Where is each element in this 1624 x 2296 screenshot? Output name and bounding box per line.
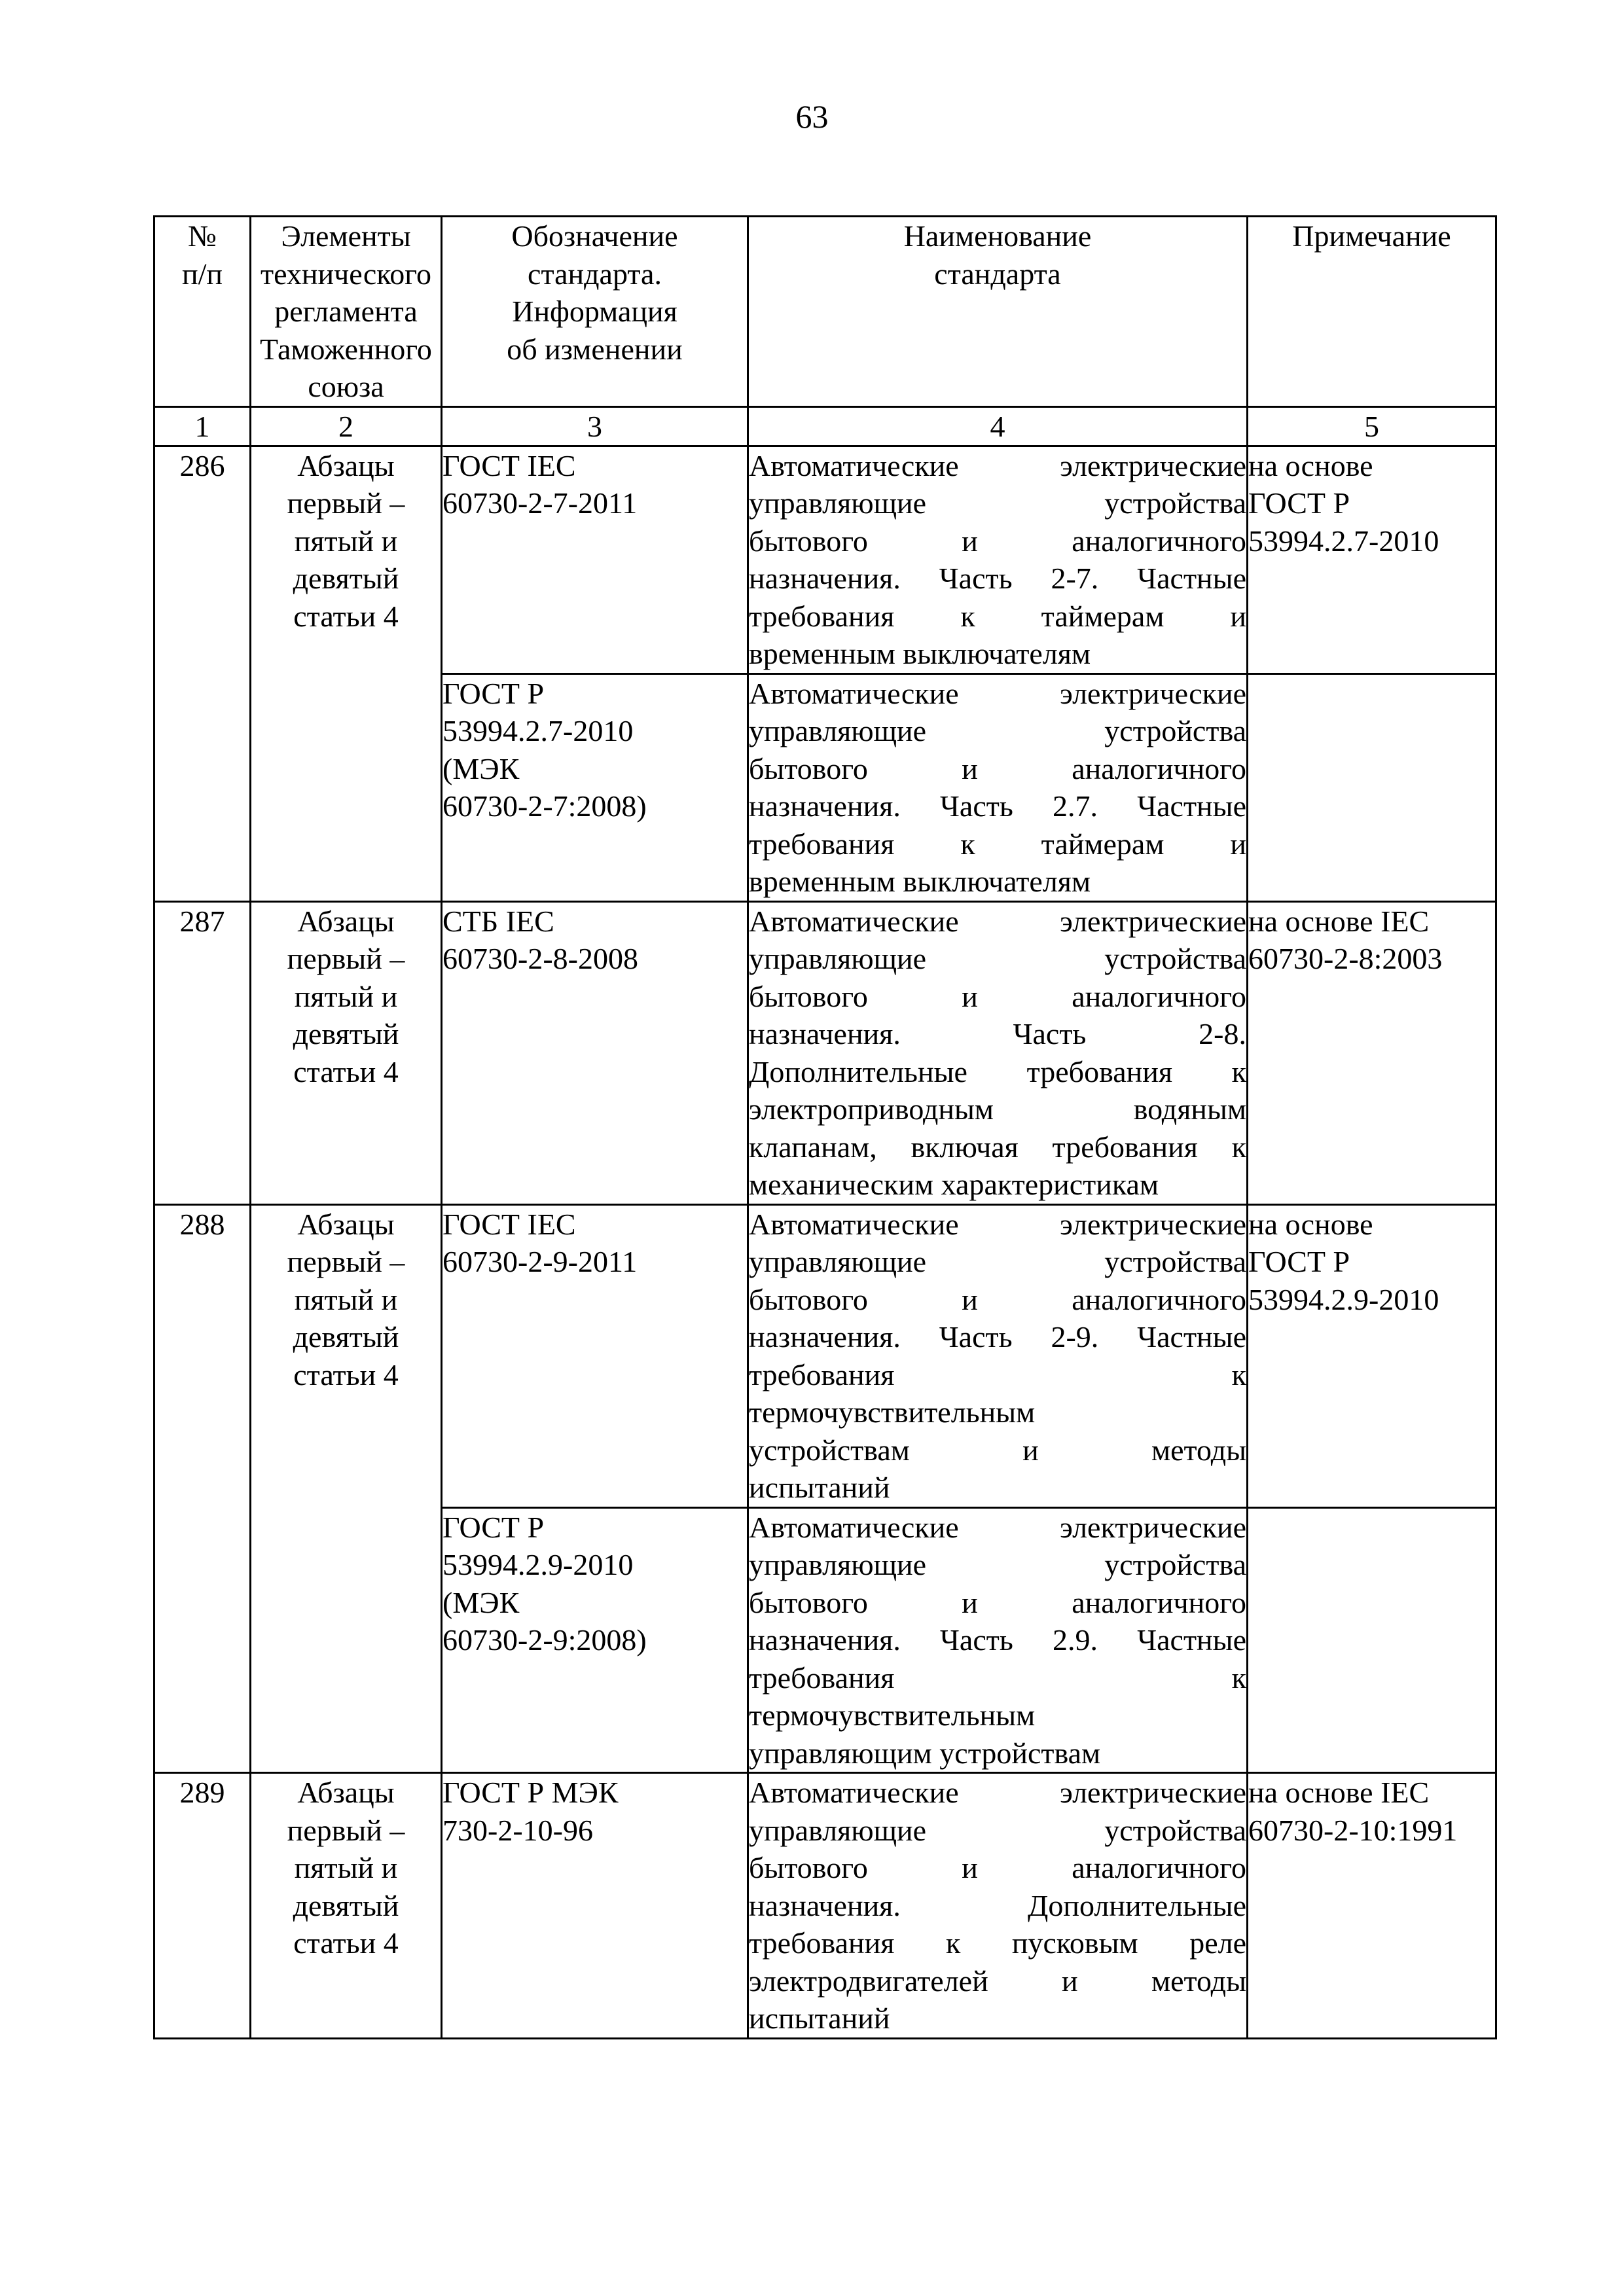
row-number: 288 bbox=[154, 1204, 251, 1773]
cell-line: назначения. Часть 2-7. Частные bbox=[749, 562, 1246, 595]
header-line: Обозначение bbox=[511, 219, 678, 253]
cell-line: бытового и аналогичного bbox=[749, 524, 1246, 558]
cell-line: термочувствительным bbox=[749, 1698, 1036, 1732]
cell-line: пятый и bbox=[294, 1282, 398, 1316]
header-element bbox=[251, 217, 442, 407]
cell-line: управляющие устройства bbox=[749, 486, 1246, 520]
standard-note bbox=[1248, 446, 1496, 673]
table-row bbox=[154, 1773, 1496, 2039]
regulation-element bbox=[251, 446, 442, 901]
cell-line: первый – bbox=[287, 1245, 405, 1278]
standard-designation bbox=[442, 446, 748, 673]
header-line: технического bbox=[261, 257, 431, 291]
cell-line: требования к пусковым реле bbox=[749, 1926, 1246, 1960]
cell-line: 730-2-10-96 bbox=[442, 1813, 593, 1847]
cell-line: на основе bbox=[1248, 448, 1373, 482]
table-header bbox=[154, 217, 1496, 446]
cell-line: управляющие устройства bbox=[749, 1813, 1246, 1847]
cell-line: ГОСТ Р bbox=[1248, 1245, 1350, 1278]
header-designation bbox=[442, 217, 748, 407]
header-line: Элементы bbox=[281, 219, 411, 253]
cell-line: 53994.2.7-2010 bbox=[1248, 524, 1439, 558]
cell-line: бытового и аналогичного bbox=[749, 1282, 1246, 1316]
cell-line: 60730-2-9:2008) bbox=[442, 1623, 647, 1657]
cell-line: статьи 4 bbox=[293, 1357, 399, 1391]
standard-designation bbox=[442, 1204, 748, 1507]
cell-line: клапанам, включая требования к bbox=[749, 1130, 1246, 1164]
cell-line: Автоматические электрические bbox=[749, 1510, 1246, 1544]
row-number: 286 bbox=[154, 446, 251, 901]
cell-line: 53994.2.7-2010 bbox=[442, 714, 634, 747]
cell-line: бытового и аналогичного bbox=[749, 1851, 1246, 1884]
cell-line: первый – bbox=[287, 942, 405, 975]
table-row bbox=[154, 1204, 1496, 1507]
table-row bbox=[154, 901, 1496, 1204]
cell-line: управляющие устройства bbox=[749, 1548, 1246, 1581]
cell-line: 60730-2-10:1991 bbox=[1248, 1813, 1458, 1847]
cell-line: (МЭК bbox=[442, 751, 520, 785]
column-number: 4 bbox=[748, 406, 1248, 446]
cell-line: 60730-2-7-2011 bbox=[442, 486, 638, 520]
cell-line: пятый и bbox=[294, 524, 398, 558]
header-line: Таможенного bbox=[260, 332, 432, 366]
cell-line: ГОСТ Р bbox=[442, 676, 545, 710]
cell-line: испытаний bbox=[749, 2001, 890, 2035]
cell-line: устройствам и методы bbox=[749, 1433, 1246, 1467]
cell-line: назначения. Часть 2-9. Частные bbox=[749, 1320, 1246, 1354]
cell-line: назначения. Часть 2.9. Частные bbox=[749, 1623, 1246, 1657]
cell-line: Абзацы bbox=[297, 904, 395, 938]
cell-line: первый – bbox=[287, 1813, 405, 1847]
cell-line: бытового и аналогичного bbox=[749, 1585, 1246, 1619]
regulation-element bbox=[251, 1773, 442, 2039]
cell-line: назначения. Часть 2.7. Частные bbox=[749, 789, 1246, 823]
cell-line: СТБ IEC bbox=[442, 904, 554, 938]
cell-line: на основе IEC bbox=[1248, 904, 1430, 938]
standard-designation bbox=[442, 673, 748, 901]
cell-line: Абзацы bbox=[297, 448, 395, 482]
standard-name bbox=[748, 673, 1248, 901]
standards-table bbox=[153, 215, 1497, 2039]
cell-line: девятый bbox=[293, 1017, 399, 1050]
regulation-element bbox=[251, 901, 442, 1204]
cell-line: 60730-2-7:2008) bbox=[442, 789, 647, 823]
cell-line: бытового и аналогичного bbox=[749, 751, 1246, 785]
cell-line: ГОСТ IEC bbox=[442, 448, 576, 482]
standard-designation bbox=[442, 901, 748, 1204]
column-number: 5 bbox=[1248, 406, 1496, 446]
table-row bbox=[154, 446, 1496, 673]
cell-line: испытаний bbox=[749, 1471, 890, 1504]
cell-line: временным выключателям bbox=[749, 865, 1091, 898]
cell-line: электроприводным водяным bbox=[749, 1092, 1246, 1126]
cell-line: Автоматические электрические bbox=[749, 1776, 1246, 1809]
cell-line: управляющие устройства bbox=[749, 942, 1246, 975]
cell-line: управляющие устройства bbox=[749, 1245, 1246, 1278]
cell-line: пятый и bbox=[294, 1851, 398, 1884]
column-number: 2 bbox=[251, 406, 442, 446]
column-number: 3 bbox=[442, 406, 748, 446]
cell-line: первый – bbox=[287, 486, 405, 520]
header-number bbox=[154, 217, 251, 407]
cell-line: Абзацы bbox=[297, 1207, 395, 1241]
header-line: об изменении bbox=[507, 332, 683, 366]
cell-line: электродвигателей и методы bbox=[749, 1964, 1246, 1998]
header-note bbox=[1248, 217, 1496, 407]
cell-line: Автоматические электрические bbox=[749, 448, 1246, 482]
column-number-row bbox=[154, 406, 1496, 446]
cell-line: 60730-2-8:2003 bbox=[1248, 942, 1443, 975]
standard-name bbox=[748, 1507, 1248, 1773]
cell-line: пятый и bbox=[294, 979, 398, 1013]
standard-name bbox=[748, 446, 1248, 673]
row-number: 289 bbox=[154, 1773, 251, 2039]
cell-line: временным выключателям bbox=[749, 637, 1091, 670]
header-line: стандарта. bbox=[528, 257, 662, 291]
page-number: 63 bbox=[795, 98, 829, 135]
row-number: 287 bbox=[154, 901, 251, 1204]
standard-designation bbox=[442, 1507, 748, 1773]
cell-line: бытового и аналогичного bbox=[749, 979, 1246, 1013]
cell-line: механическим характеристикам bbox=[749, 1168, 1159, 1201]
header-line: Наименование bbox=[903, 219, 1092, 253]
standard-note bbox=[1248, 1773, 1496, 2039]
cell-line: статьи 4 bbox=[293, 1926, 399, 1960]
cell-line: требования к таймерам и bbox=[749, 599, 1246, 633]
cell-line: (МЭК bbox=[442, 1585, 520, 1619]
cell-line: статьи 4 bbox=[293, 599, 399, 633]
cell-line: Дополнительные требования к bbox=[749, 1054, 1246, 1088]
cell-line: требования к bbox=[749, 1660, 1246, 1695]
header-line: Информация bbox=[512, 295, 677, 328]
standard-name bbox=[748, 901, 1248, 1204]
header-line: стандарта bbox=[934, 257, 1061, 291]
cell-line: девятый bbox=[293, 1320, 399, 1354]
standard-name bbox=[748, 1204, 1248, 1507]
header-line: № bbox=[188, 219, 217, 253]
cell-line: Автоматические электрические bbox=[749, 676, 1246, 710]
cell-line: на основе bbox=[1248, 1207, 1373, 1241]
standard-note bbox=[1248, 673, 1496, 901]
cell-line: назначения. Часть 2-8. bbox=[749, 1017, 1246, 1050]
cell-line: статьи 4 bbox=[293, 1054, 399, 1088]
standard-name bbox=[748, 1773, 1248, 2039]
cell-line: Автоматические электрические bbox=[749, 904, 1246, 938]
standard-note bbox=[1248, 1507, 1496, 1773]
standard-designation bbox=[442, 1773, 748, 2039]
cell-line: ГОСТ Р МЭК bbox=[442, 1776, 619, 1809]
column-number: 1 bbox=[154, 406, 251, 446]
cell-line: Абзацы bbox=[297, 1776, 395, 1809]
cell-line: 53994.2.9-2010 bbox=[1248, 1282, 1439, 1316]
cell-line: 60730-2-8-2008 bbox=[442, 942, 638, 975]
header-line: п/п bbox=[181, 257, 223, 291]
header-name bbox=[748, 217, 1248, 407]
cell-line: управляющим устройствам bbox=[749, 1736, 1101, 1770]
header-line: регламента bbox=[274, 295, 418, 328]
cell-line: 60730-2-9-2011 bbox=[442, 1245, 638, 1278]
cell-line: ГОСТ Р bbox=[1248, 486, 1350, 520]
standard-note bbox=[1248, 1204, 1496, 1507]
header-line: союза bbox=[308, 370, 384, 403]
regulation-element bbox=[251, 1204, 442, 1773]
cell-line: девятый bbox=[293, 1888, 399, 1922]
cell-line: 53994.2.9-2010 bbox=[442, 1548, 634, 1581]
header-line: Примечание bbox=[1292, 219, 1451, 253]
cell-line: требования к таймерам и bbox=[749, 827, 1246, 861]
cell-line: ГОСТ Р bbox=[442, 1510, 545, 1544]
standard-note bbox=[1248, 901, 1496, 1204]
cell-line: на основе IEC bbox=[1248, 1776, 1430, 1809]
cell-line: назначения. Дополнительные bbox=[749, 1888, 1246, 1922]
cell-line: управляющие устройства bbox=[749, 714, 1246, 747]
cell-line: ГОСТ IEC bbox=[442, 1207, 576, 1241]
cell-line: девятый bbox=[293, 562, 399, 595]
cell-line: термочувствительным bbox=[749, 1395, 1036, 1429]
table-body bbox=[154, 446, 1496, 2038]
cell-line: требования к bbox=[749, 1357, 1246, 1391]
cell-line: Автоматические электрические bbox=[749, 1207, 1246, 1241]
